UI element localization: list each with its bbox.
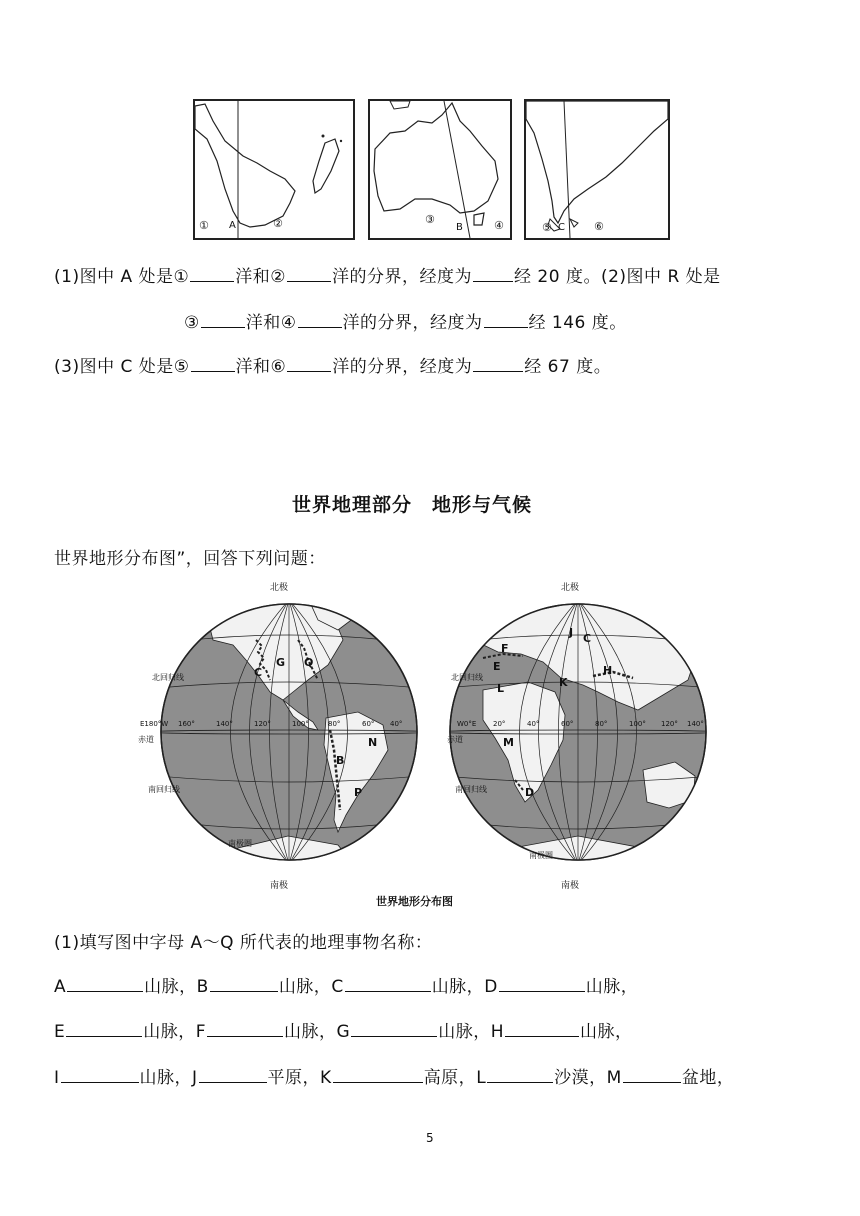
letter-F: F — [501, 642, 509, 655]
letter-M: M — [503, 736, 514, 749]
letter-D: D — [525, 786, 535, 799]
blank[interactable] — [199, 1068, 267, 1083]
eastern-globe-drawing — [443, 580, 713, 890]
blank[interactable] — [191, 357, 235, 372]
letter-K: K — [559, 676, 568, 689]
label-circle-2: ② — [273, 217, 283, 230]
blank[interactable] — [207, 1022, 283, 1037]
lon-label: 100° — [629, 720, 646, 728]
letter-H: H — [603, 664, 613, 677]
australia-map-drawing — [370, 101, 510, 238]
letter-P: P — [354, 786, 363, 799]
letter-C: C — [254, 666, 263, 679]
letter-B: B — [336, 754, 345, 767]
tropic-capricorn-label: 南回归线 — [148, 785, 180, 794]
lon-label: W0°E — [457, 720, 477, 728]
label-C: C — [558, 222, 565, 233]
lon-label: 40° — [527, 720, 540, 728]
letter-L: L — [497, 682, 505, 695]
q1-line1: (1)图中 A 处是① 洋和② 洋的分界，经度为 经 20 度。(2)图中 R 处是 — [54, 267, 721, 287]
western-globe — [138, 580, 420, 891]
south-pole-label: 南极 — [270, 881, 289, 891]
north-pole-label: 北极 — [561, 583, 580, 593]
eastern-globe — [443, 580, 713, 890]
q1-line2: ③ 洋和④ 洋的分界，经度为 经 146 度。 — [184, 313, 627, 333]
tropic-capricorn-label: 南回归线 — [455, 785, 487, 794]
label-circle-5: ⑤ — [542, 221, 552, 234]
lon-label: 20° — [493, 720, 506, 728]
blank[interactable] — [623, 1068, 681, 1083]
blank[interactable] — [505, 1022, 579, 1037]
lon-label: 80° — [595, 720, 608, 728]
q2-intro: (1)填写图中字母 A～Q 所代表的地理事物名称： — [54, 933, 433, 953]
label-circle-1: ① — [199, 219, 209, 232]
letter-G: G — [276, 656, 286, 669]
blank[interactable] — [201, 313, 245, 328]
blank[interactable] — [351, 1022, 437, 1037]
lon-label: 60° — [362, 720, 375, 728]
south-pole-label: 南极 — [561, 881, 580, 891]
blank[interactable] — [333, 1068, 423, 1083]
blank[interactable] — [484, 313, 528, 328]
blank[interactable] — [473, 267, 513, 282]
label-circle-3: ③ — [425, 213, 435, 226]
label-circle-6: ⑥ — [594, 220, 604, 233]
blank[interactable] — [287, 267, 331, 282]
lon-label: 40° — [390, 720, 403, 728]
blank[interactable] — [61, 1068, 139, 1083]
q2-row3: I 山脉，J 平原，K 高原，L 沙漠，M 盆地， — [54, 1068, 735, 1088]
blank[interactable] — [67, 977, 143, 992]
tropic-cancer-label: 北回归线 — [451, 673, 483, 682]
lon-label: 140° — [687, 720, 704, 728]
antarctic-circle-label: 南极圈 — [529, 851, 553, 860]
section-title: 世界地理部分 地形与气候 — [292, 494, 533, 516]
south-america-map — [524, 99, 670, 240]
lon-label: 80° — [328, 720, 341, 728]
blank[interactable] — [66, 1022, 142, 1037]
label-B: B — [456, 222, 463, 233]
africa-map — [193, 99, 355, 240]
blank[interactable] — [190, 267, 234, 282]
letter-C: C — [583, 632, 592, 645]
blank[interactable] — [210, 977, 278, 992]
letter-J: J — [569, 626, 574, 639]
lon-label: 60° — [561, 720, 574, 728]
equator-label: 赤道 — [447, 735, 463, 744]
lon-label: 100° — [292, 720, 309, 728]
blank[interactable] — [499, 977, 585, 992]
intro-text: 世界地形分布图”，回答下列问题： — [54, 549, 326, 569]
tropic-cancer-label: 北回归线 — [152, 673, 184, 682]
letter-N: N — [368, 736, 378, 749]
label-A: A — [229, 220, 236, 231]
letter-E: E — [493, 660, 501, 673]
q1-line3: (3)图中 C 处是⑤ 洋和⑥ 洋的分界，经度为 经 67 度。 — [54, 357, 612, 377]
globe-caption: 世界地形分布图 — [376, 895, 453, 908]
equator-label: 赤道 — [138, 735, 154, 744]
lon-label: E180°W — [140, 720, 169, 728]
lon-label: 120° — [661, 720, 678, 728]
q2-row2: E 山脉，F 山脉，G 山脉，H 山脉， — [54, 1022, 633, 1042]
page-number: 5 — [426, 1131, 434, 1145]
lon-label: 140° — [216, 720, 233, 728]
label-circle-4: ④ — [494, 219, 504, 232]
q2-row1: A 山脉，B 山脉，C 山脉，D 山脉， — [54, 977, 639, 997]
blank[interactable] — [287, 357, 331, 372]
blank[interactable] — [487, 1068, 553, 1083]
antarctic-circle-label: 南极圈 — [228, 839, 252, 848]
north-pole-label: 北极 — [270, 583, 289, 593]
lon-label: 160° — [178, 720, 195, 728]
letter-Q: Q — [304, 656, 314, 669]
blank[interactable] — [345, 977, 431, 992]
south-america-map-drawing — [526, 101, 668, 238]
australia-map — [368, 99, 512, 240]
blank[interactable] — [298, 313, 342, 328]
blank[interactable] — [473, 357, 523, 372]
lon-label: 120° — [254, 720, 271, 728]
western-globe-drawing — [158, 580, 420, 890]
